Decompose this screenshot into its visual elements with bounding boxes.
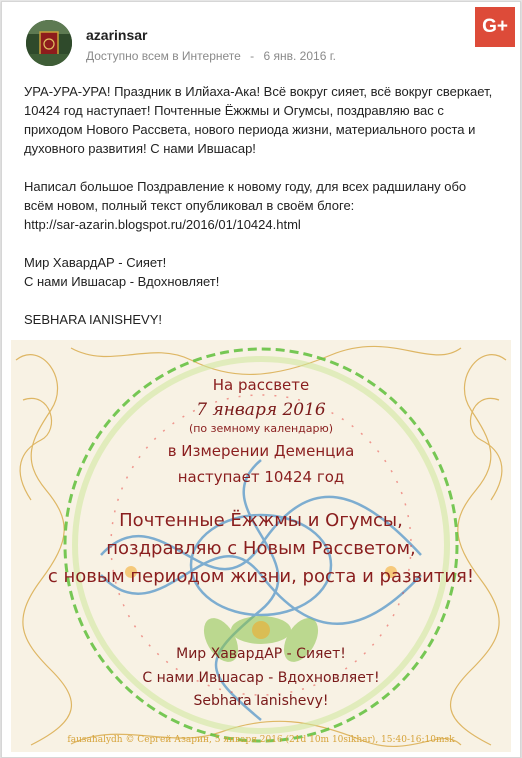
greeting-line: поздравляю с Новым Рассветом,: [106, 538, 416, 559]
greeting-line: наступает 10424 год: [177, 468, 345, 486]
google-plus-icon[interactable]: G+: [475, 7, 515, 47]
post-line: Написал большое Поздравление к новому году, для всех радшилану обо: [24, 179, 467, 194]
blog-link[interactable]: http://sar-azarin.blogspot.ru/2016/01/10424.html: [24, 217, 301, 232]
greeting-line: На рассвете: [212, 376, 310, 394]
post-line: всём новом, полный текст опубликовал в своём блоге:: [24, 198, 355, 213]
post-line: SEBHARA IANISHEVY!: [24, 312, 162, 327]
post-date[interactable]: 6 янв. 2016 г.: [263, 49, 336, 63]
post-body: [24, 82, 504, 348]
post-meta: [86, 49, 336, 63]
greeting-line: Почтенные Ёжжмы и Огумсы,: [119, 510, 403, 531]
post-paragraph-2: [24, 177, 504, 234]
post-line: С нами Ившасар - Вдохновляет!: [24, 274, 220, 289]
greeting-line: с новым периодом жизни, роста и развития!: [47, 566, 475, 587]
greeting-image[interactable]: [11, 340, 511, 752]
post-line: духовного развития! С нами Ившасар!: [24, 141, 256, 156]
greeting-line: С нами Ившасар - Вдохновляет!: [142, 670, 380, 686]
image-credit: fausahalydh © Сергей Азарин, 5 января 2016 (21d 10m 10sikhar), 15:40-16:10msk: [67, 735, 455, 745]
meta-separator: -: [250, 49, 255, 63]
post-line: УРА-УРА-УРА! Праздник в Илйаха-Ака! Всё вокруг сияет, всё вокруг сверкает,: [24, 84, 493, 99]
avatar-image: [26, 20, 72, 66]
greeting-line: Мир ХавардАР - Сияет!: [176, 646, 346, 662]
post-line: Мир ХавардАР - Сияет!: [24, 255, 167, 270]
post-paragraph-1: [24, 82, 504, 158]
greeting-line: (по земному календарю): [188, 422, 334, 435]
greeting-date: 7 января 2016: [196, 400, 326, 420]
post-paragraph-4: [24, 310, 504, 329]
author-name[interactable]: azarinsar: [86, 27, 148, 43]
greeting-signature: Sebhara Ianishevy!: [193, 693, 329, 709]
post-line: 10424 год наступает! Почтенные Ёжжмы и Огумсы, поздравляю вас с: [24, 103, 444, 118]
visibility-label: Доступно всем в Интернете: [86, 49, 241, 63]
greeting-line: в Измерении Деменциа: [167, 442, 355, 460]
post-card: [1, 1, 521, 758]
post-line: приходом Нового Рассвета, нового периода жизни, материального роста и: [24, 122, 476, 137]
avatar[interactable]: [26, 20, 72, 66]
post-paragraph-3: [24, 253, 504, 291]
